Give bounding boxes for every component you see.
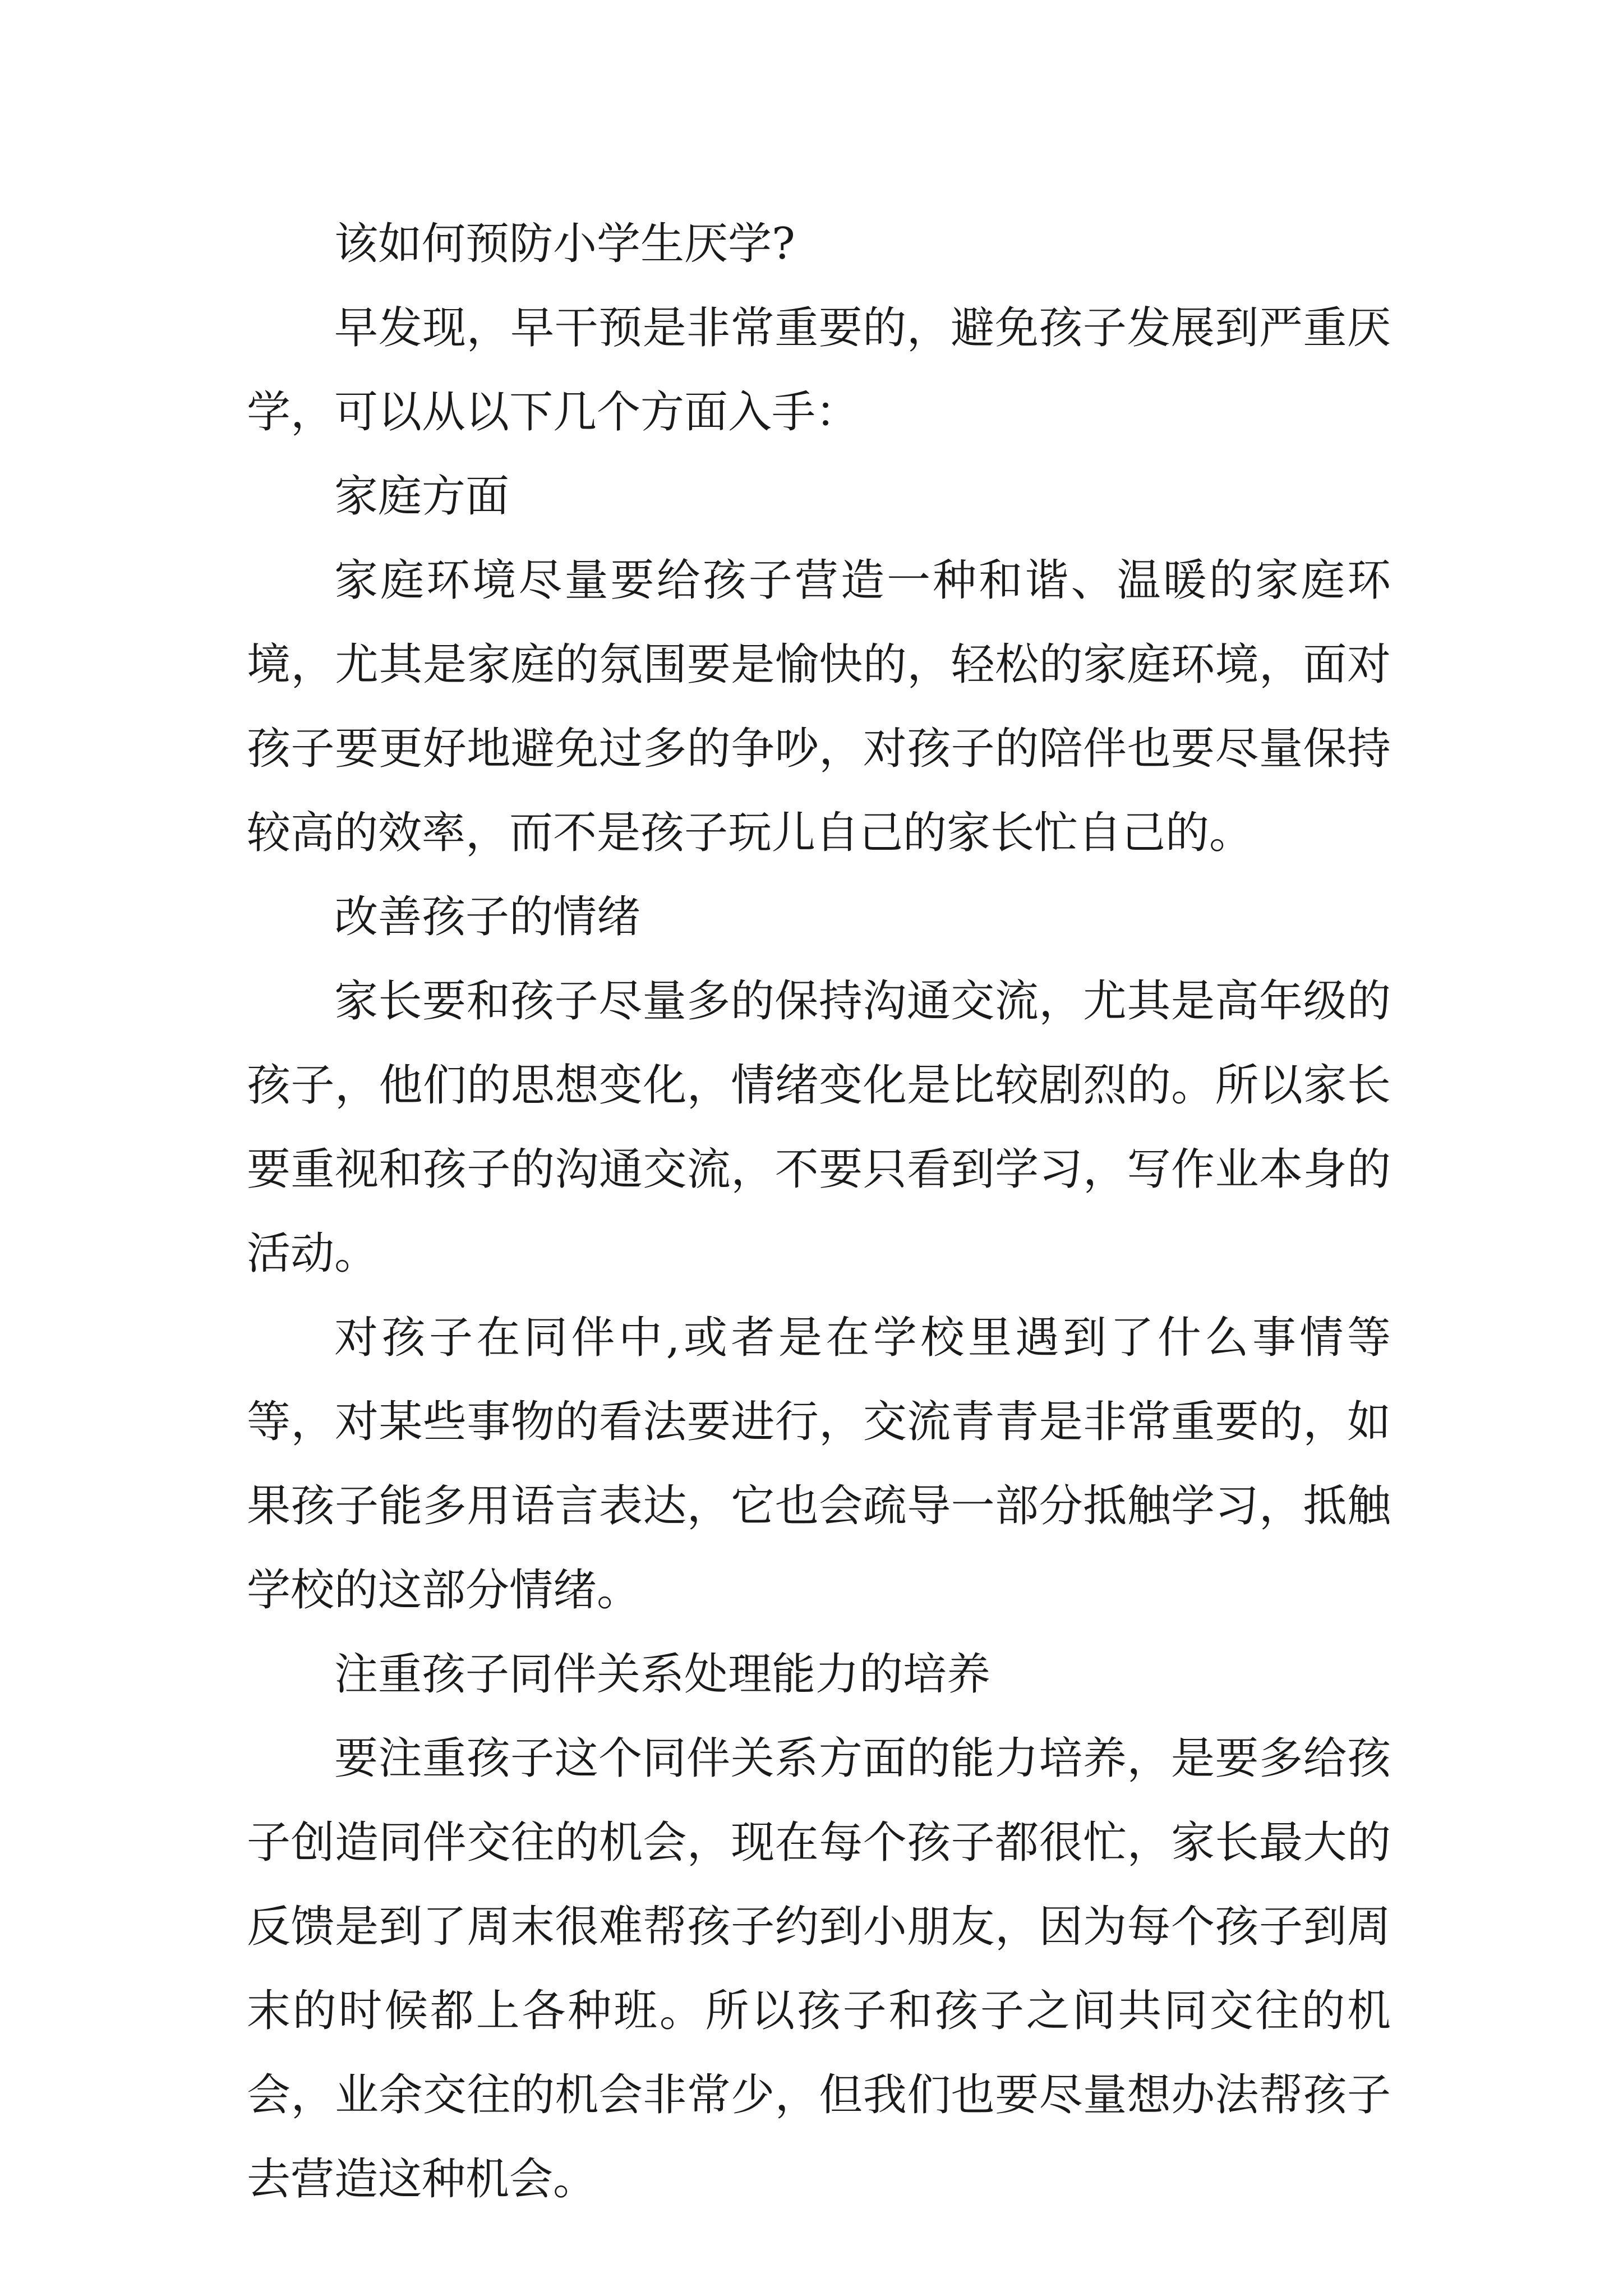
paragraph-peer-events: 对孩子在同伴中,或者是在学校里遇到了什么事情等等，对某些事物的看法要进行，交流青青是非常重要的，如果孩子能多用语言表达，它也会疏导一部分抵触学习，抵触学校的这部分情绪。 — [247, 1313, 1391, 1616]
section-heading-prevention: 该如何预防小学生厌学? — [334, 219, 795, 269]
paragraph-peer-opportunities: 要注重孩子这个同伴关系方面的能力培养，是要多给孩子创造同伴交往的机会，现在每个孩子都很忙，家长最大的反馈是到了周末很难帮孩子约到小朋友，因为每个孩子到周末的时候都上各种班。所以孩子和孩子之间共同交往的机会，业余交往的机会非常少，但我们也要尽量想办法帮孩子去营造这种机会。 — [247, 1733, 1391, 2205]
document-body — [247, 202, 1391, 2221]
section-heading-emotions: 改善孩子的情绪 — [334, 892, 641, 942]
section-heading-family: 家庭方面 — [334, 471, 510, 522]
paragraph-family-environment: 家庭环境尽量要给孩子营造一种和谐、温暖的家庭环境，尤其是家庭的氛围要是愉快的，轻松的家庭环境，面对孩子要更好地避免过多的争吵，对孩子的陪伴也要尽量保持较高的效率，而不是孩子玩儿自己的家长忙自己的。 — [247, 555, 1391, 858]
paragraph-communication: 家长要和孩子尽量多的保持沟通交流，尤其是高年级的孩子，他们的思想变化，情绪变化是比较剧烈的。所以家长要重视和孩子的沟通交流，不要只看到学习，写作业本身的活动。 — [247, 976, 1391, 1279]
paragraph-early-intervention: 早发现，早干预是非常重要的，避免孩子发展到严重厌学，可以从以下几个方面入手： — [247, 303, 1391, 438]
section-heading-peer-relations: 注重孩子同伴关系处理能力的培养 — [334, 1649, 991, 1700]
